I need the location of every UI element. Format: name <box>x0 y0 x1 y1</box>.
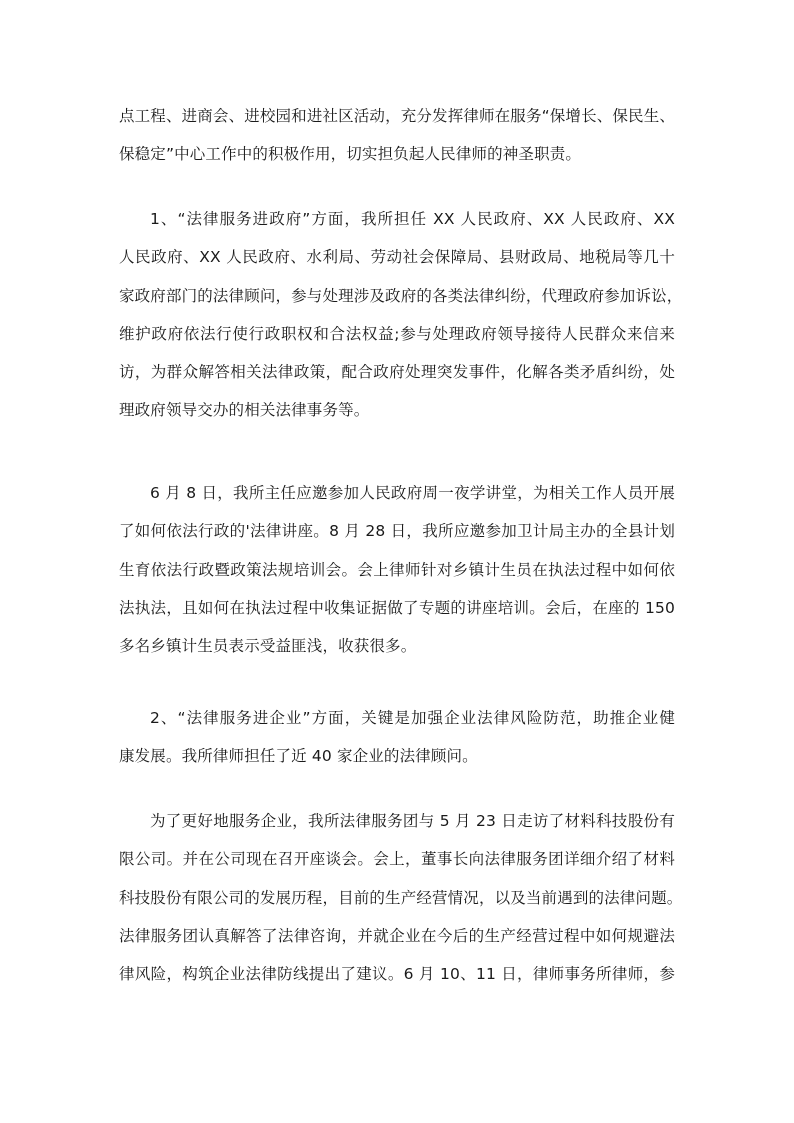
paragraph-enterprise-service <box>119 699 675 776</box>
text-line: 理政府领导交办的相关法律事务等。 <box>119 401 370 420</box>
text-line: 点工程、进商会、进校园和进社区活动，充分发挥律师在服务“保增长、保民生、 <box>119 107 675 125</box>
text-line: 了如何依法行政的'法律讲座。8 月 28 日，我所应邀参加卫计局主办的全县计划 <box>119 522 675 541</box>
paragraph-government-service <box>119 200 683 430</box>
paragraph-company-visit <box>119 802 683 993</box>
text-line: 生育依法行政暨政策法规培训会。会上律师针对乡镇计生员在执法过程中如何依 <box>119 560 675 579</box>
text-line: 科技股份有限公司的发展历程，目前的生产经营情况，以及当前遇到的法律问题。 <box>119 888 683 907</box>
text-line: 多名乡镇计生员表示受益匪浅，收获很多。 <box>119 637 417 656</box>
text-line: 6 月 8 日，我所主任应邀参加人民政府周一夜学讲堂，为相关工作人员开展 <box>150 484 675 502</box>
text-line: 保稳定”中心工作中的积极作用，切实担负起人民律师的神圣职责。 <box>119 145 582 164</box>
text-line: 访，为群众解答相关法律政策，配合政府处理突发事件，化解各类矛盾纠纷，处 <box>119 363 675 382</box>
text-line: 律风险，构筑企业法律防线提出了建议。6 月 10、11 日，律师事务所律师，参 <box>119 965 675 984</box>
paragraph-law-lectures <box>119 474 675 665</box>
text-line: 1、“法律服务进政府”方面，我所担任 XX 人民政府、XX 人民政府、XX <box>150 210 675 228</box>
text-line: 限公司。并在公司现在召开座谈会。会上，董事长向法律服务团详细介绍了材料 <box>119 850 675 869</box>
text-line: 维护政府依法行使行政职权和合法权益;参与处理政府领导接待人民群众来信来 <box>119 324 675 343</box>
paragraph-intro-continuation <box>119 97 675 174</box>
text-line: 2、“法律服务进企业”方面，关键是加强企业法律风险防范，助推企业健 <box>150 709 675 727</box>
text-line: 为了更好地服务企业，我所法律服务团与 5 月 23 日走访了材料科技股份有 <box>150 812 675 830</box>
text-line: 法执法，且如何在执法过程中收集证据做了专题的讲座培训。会后，在座的 150 <box>119 598 675 617</box>
text-line: 人民政府、XX 人民政府、水利局、劳动社会保障局、县财政局、地税局等几十 <box>119 248 675 267</box>
text-line: 法律服务团认真解答了法律咨询，并就企业在今后的生产经营过程中如何规避法 <box>119 926 675 945</box>
text-line: 康发展。我所律师担任了近 40 家企业的法律顾问。 <box>119 747 478 766</box>
text-line: 家政府部门的法律顾问，参与处理涉及政府的各类法律纠纷，代理政府参加诉讼， <box>119 286 683 305</box>
